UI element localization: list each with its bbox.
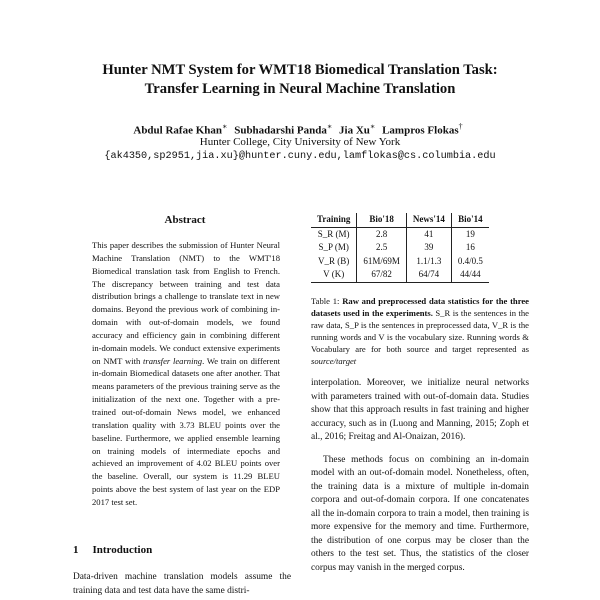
paragraph: interpolation. Moreover, we initialize neural networks with parameters trained with out-of-domain data. Studies show that this approach results in fast training and higher accuracy, such as in (Luong and Manning, 2015; Zoph et al., 2016; Freitag and Al-Onaizan, 2016).	[311, 378, 529, 442]
caption-bold: Raw and preprocessed data statistics for the three datasets used in the experiments.	[311, 296, 529, 318]
author-mark: ∗	[222, 122, 228, 131]
author-name: Lampros Flokas	[382, 124, 459, 137]
table-row	[311, 255, 489, 269]
intro-text: Data-driven machine translation models assume the training data and test data have the same distri-	[73, 572, 291, 596]
table-cell: 2.5	[357, 241, 407, 255]
abstract-heading: Abstract	[164, 214, 206, 226]
table-caption	[311, 295, 529, 367]
title-line-1: Hunter NMT System for WMT18 Biomedical Translation Task:	[102, 62, 498, 78]
section-number: 1	[73, 544, 79, 556]
table-cell: 16	[465, 242, 475, 253]
table-cell: 1.1/1.3	[406, 255, 451, 269]
table-row	[311, 227, 489, 241]
caption-label: Table 1:	[311, 296, 340, 306]
table-row	[311, 241, 489, 255]
abstract-part-1: This paper describes the submission of Hunter Neural Machine Translation (NMT) to the WMT'18 Biomedical translation task from English to French. The discrepancy between training and test data distribution brings a challenge to translate text in new domains. Beyond the previous work of combining in-domain with out-of-domain models, we found accuracy and efficiency gain in combining different in-domain models. We conduct extensive experiments on NMT with	[92, 240, 280, 366]
table-header: Bio'14	[451, 213, 489, 227]
table-cell: V_R (B)	[311, 255, 357, 269]
title-line-2: Transfer Learning in Neural Machine Translation	[144, 81, 456, 97]
author-mark: †	[458, 122, 463, 131]
table-cell: 64/74	[406, 268, 451, 282]
author-mark: ∗	[326, 122, 333, 131]
table-cell: 41	[406, 227, 451, 241]
table-cell: 19	[465, 228, 475, 239]
abstract-text	[92, 239, 280, 509]
author-emails: {ak4350,sp2951,jia.xu}@hunter.cuny.edu,lamflokas@cs.columbia.edu	[104, 151, 496, 162]
table-cell: S_R (M)	[311, 227, 357, 241]
abstract-italic: transfer learning	[143, 355, 203, 366]
table-header: News'14	[406, 213, 451, 227]
right-column-text	[311, 377, 529, 575]
paragraph: These methods focus on combining an in-domain model with an out-of-domain model. Nonetheless, often, the training data is a mixture of multiple in-domain corpora and out-of-domain corpora. If one concatenates all the in-domain corpora to train a model, then training is more expensive for the memory and time. Furthermore, the distribution of one corpus may be closer than the others to the test set. Thus, the statistics of the closer corpus may vanish in the merged corpus.	[311, 454, 529, 573]
table-cell: 44/44	[451, 268, 489, 282]
author-name: Abdul Rafae Khan	[133, 124, 223, 137]
section-heading	[73, 544, 152, 556]
author-name: Subhadarshi Panda	[234, 124, 327, 137]
caption-italic: source/target	[311, 356, 357, 366]
table-cell: 0.4/0.5	[457, 255, 483, 266]
abstract-part-2: . We train on different in-domain Biomedical datasets one after another. That means parameters of the previous training serve as the initialization of the next one. Together with a pre-trained out-of-domain News model, we enhanced translation quality with 3.73 BLEU points over the baseline. Furthermore, we applied ensemble learning on training models of intermediate epochs and achieved an improvement of 4.02 BLEU points over the baseline. Overall, our system is 11.29 BLEU points above the best system of last year on the EDP 2017 test set.	[92, 355, 280, 507]
paper-title	[40, 61, 560, 99]
table-cell: V (K)	[311, 268, 357, 282]
table-cell: 61M/69M	[357, 255, 407, 269]
author-mark: ∗	[369, 122, 376, 131]
table-cell: S_P (M)	[311, 241, 357, 255]
affiliation: Hunter College, City University of New York	[199, 136, 401, 148]
table-header: Training	[311, 213, 357, 227]
table-cell: 67/82	[357, 268, 407, 282]
table-header-row	[311, 213, 489, 227]
caption-rest: S_R is the sentences in the raw data, S_P is the sentences in preprocessed data, V_R is the running words and V is the vocabulary size. Running words & Vocabulary are for both source and target represented as	[311, 308, 529, 354]
table-cell: 2.8	[357, 227, 407, 241]
data-statistics-table	[311, 213, 489, 283]
author-name: Jia Xu	[339, 124, 370, 137]
table-row	[311, 268, 489, 282]
table-cell: 39	[406, 241, 451, 255]
table-header: Bio'18	[357, 213, 407, 227]
section-title: Introduction	[92, 544, 153, 556]
